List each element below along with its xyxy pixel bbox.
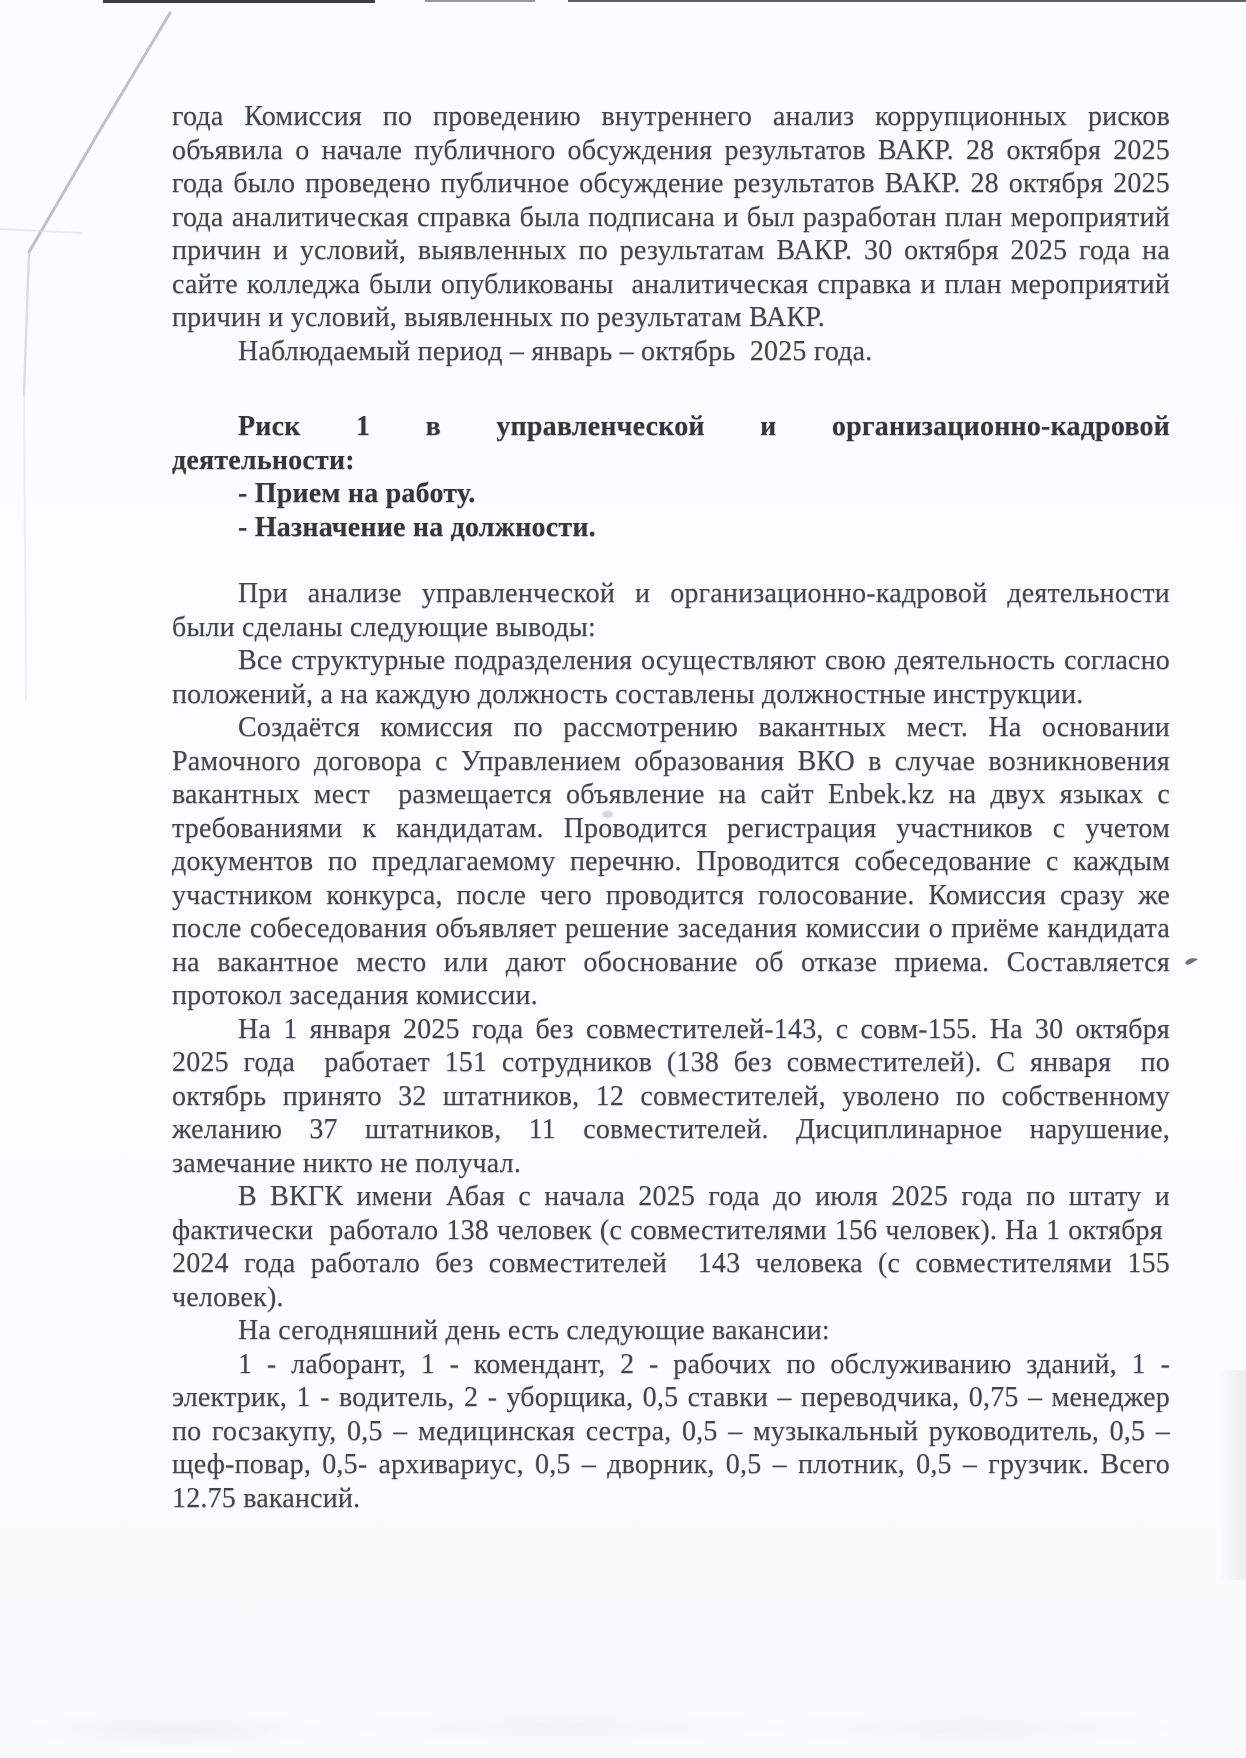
paragraph-vkgk-numbers: В ВКГК имени Абая с начала 2025 года до июля 2025 года по штату и фактически работало 138 человек (с совместителями 156 человек). На 1 октября 2024 года работало без совместителей 143 человека (с совместителями 155 человек).	[172, 1181, 1170, 1313]
risk-bullet-appointment: - Назначение на должности.	[238, 511, 596, 543]
paragraph-vakr-timeline: года Комиссия по проведению внутреннего анализ коррупционных рисков объявила о начале публичного обсуждения результатов ВАКР. 28 октября 2025 года было проведено публичное обсуждение результатов ВАКР. 28 октября 2025 года аналитическая справка была подписана и был разработан план мероприятий причин и условий, выявленных по результатам ВАКР. 30 октября 2025 года на сайте колледжа были опубликованы аналитическая справка и план мероприятий причин и условий, выявленных по результатам ВАКР.	[172, 101, 1170, 333]
scanner-edge-artifact	[103, 0, 375, 3]
paragraph-analysis-intro: При анализе управленческой и организационно-кадровой деятельности были сделаны следующие выводы:	[172, 578, 1170, 643]
scan-smudge	[602, 811, 613, 818]
scanner-edge-artifact	[425, 0, 535, 2]
scan-noise-band	[0, 1688, 1246, 1758]
risk-heading-line2: деятельности:	[172, 444, 355, 476]
page-edge-shading	[1218, 1370, 1246, 1580]
risk-bullet-hiring: - Прием на работу.	[238, 478, 476, 509]
risk-heading-line1: Риск 1 в управленческой и организационно-кадровой	[238, 411, 1170, 442]
paragraph-commission-process: Создаётся комиссия по рассмотрению вакантных мест. На основании Рамочного договора с Управлением образования ВКО в случае возникновения вакантных мест размещается объявление на сайт Enbek.kz на двух языках с требованиями к кандидатам. Проводится регистрация участников с учетом документов по предлагаемому перечню. Проводится собеседование с каждым участником конкурса, после чего проводится голосование. Комиссия сразу же после собеседования объявляет решение заседания комиссии о приёме кандидата на вакантное место или дают обоснование об отказе приема. Составляется протокол заседания комиссии.	[172, 712, 1170, 1011]
document-body	[172, 100, 1170, 1515]
paragraph-staff-numbers: На 1 января 2025 года без совместителей-143, с совм-155. На 30 октября 2025 года работает 151 сотрудников (138 без совместителей). С января по октябрь принято 32 штатников, 12 совместителей, уволено по собственному желанию 37 штатников, 11 совместителей. Дисциплинарное нарушение, замечание никто не получал.	[172, 1013, 1170, 1179]
paragraph-vacancies-list: 1 - лаборант, 1 - комендант, 2 - рабочих по обслуживанию зданий, 1 - электрик, 1 - водитель, 2 - уборщика, 0,5 ставки – переводчика, 0,75 – менеджер по госзакупу, 0,5 – медицинская сестра, 0,5 – музыкальный руководитель, 0,5 – щеф-повар, 0,5- архивариус, 0,5 – дворник, 0,5 – плотник, 0,5 – грузчик. Всего 12.75 вакансий.	[172, 1348, 1170, 1514]
paragraph-observed-period: Наблюдаемый период – январь – октябрь 2025 года.	[238, 335, 873, 367]
pen-tick-mark	[1184, 954, 1202, 972]
paragraph-vacancies-intro: На сегодняшний день есть следующие вакансии:	[238, 1315, 830, 1346]
scanner-edge-artifact	[568, 0, 1246, 2]
paragraph-structural-units: Все структурные подразделения осуществляют свою деятельность согласно положений, а на каждую должность составлены должностные инструкции.	[172, 645, 1170, 710]
